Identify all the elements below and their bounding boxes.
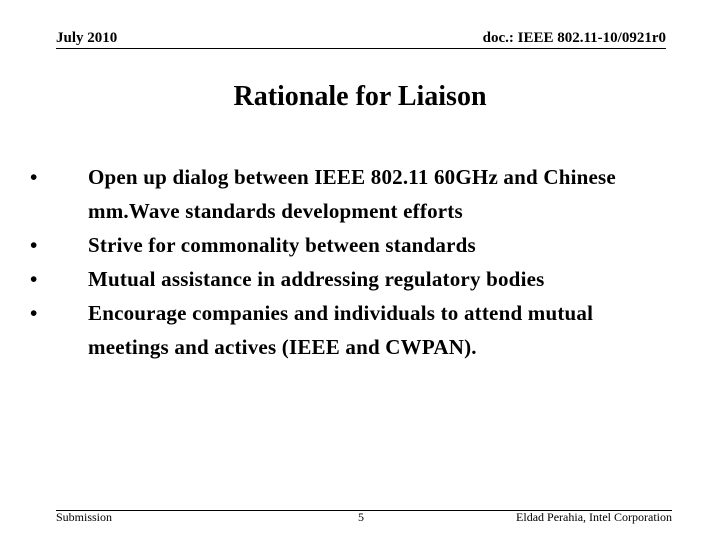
bullet-item	[30, 160, 670, 228]
bullet-item	[30, 296, 670, 364]
bullet-text: Encourage companies and individuals to attend mutual meetings and actives (IEEE and CWPAN).	[88, 301, 594, 359]
page-number: 5	[358, 510, 364, 524]
bullet-icon: •	[30, 233, 38, 257]
bullet-text: Open up dialog between IEEE 802.11 60GHz and Chinese mm.Wave standards development efforts	[88, 165, 616, 223]
bullet-list	[30, 160, 670, 364]
bullet-item	[30, 262, 670, 296]
bullet-icon: •	[30, 301, 38, 325]
bullet-text: Mutual assistance in addressing regulatory bodies	[88, 267, 545, 291]
document-id: doc.: IEEE 802.11-10/0921r0	[482, 30, 666, 46]
header-divider	[56, 48, 666, 49]
footer-author: Eldad Perahia, Intel Corporation	[516, 510, 672, 524]
bullet-icon: •	[30, 267, 38, 291]
header-date: July 2010	[56, 30, 118, 46]
slide-title: Rationale for Liaison	[233, 81, 487, 112]
bullet-icon: •	[30, 165, 38, 189]
footer-submission-label: Submission	[56, 510, 113, 524]
bullet-item	[30, 228, 670, 262]
bullet-text: Strive for commonality between standards	[88, 233, 476, 257]
